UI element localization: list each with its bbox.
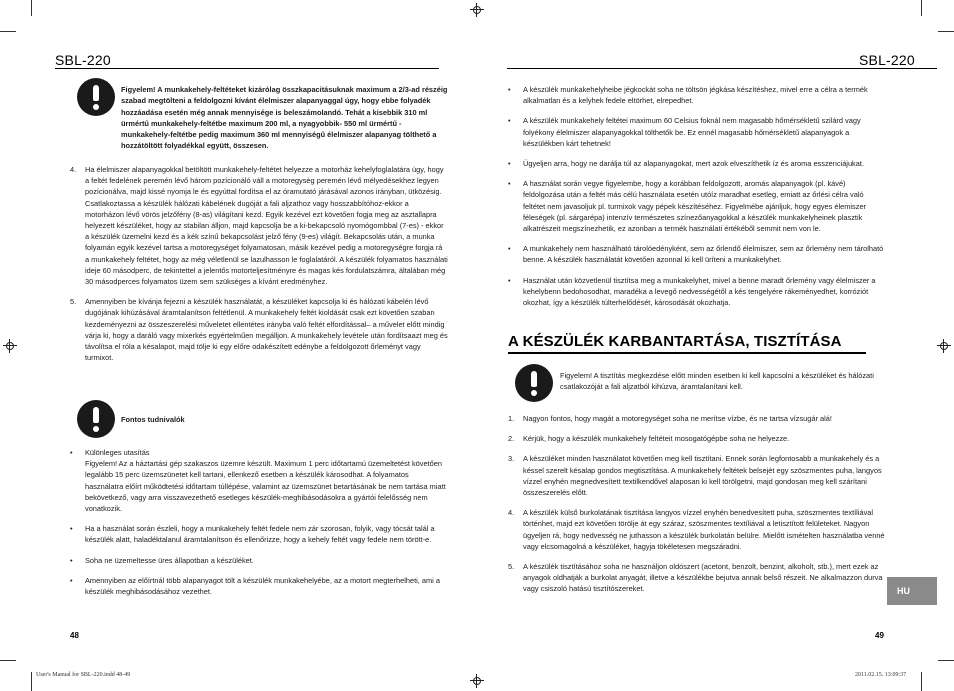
list-item [508,433,886,444]
list-item [70,447,448,514]
list-item [508,453,886,498]
list-item [508,561,886,595]
header-rule-right [507,68,937,69]
right-bullet-list [508,84,886,317]
item-text: Amennyiben be kívánja fejezni a készülék használatát, a készüléket kapcsolja ki és hálózati kábelén lévő dugójának kihúzásával áramtalanítson feltétlenül. A munkakehely feltét kioldását csak ezt követően szaban kezdeményezni az összeszerelési műveletet ellentétes irányba való feltét elfordítással– a művelet előtt mindig várja ki, hogy a daráló vagy mixerkés egyértelműen megálljon. A munkakehely levétele után fordítsaazt meg és távolítsa el róla a késalapot, majd tölje ki egy előre odakészített edénybe a feldolgozott őrleményt vagy turmixot. [85,297,448,363]
list-item [508,243,886,265]
item-text: Figyelem! Az a háztartási gép szakaszos üzemre készült. Maximum 1 perc időtartamú üzemeltetést követően legalább 15 perc üzemszünetet kell tartani, ellenkező esetben a készülék károsodhat. A folyamatos használatra előírt működtetési időtartam túllépése, valamint az üzemszünet betartásának be nem tartása miatt bekövetkező, vagy arra visszavezethető esetleges készülék-meghibásodásokra a gyártói felelősség nem vonatkozik. [85,459,446,514]
item-text: • Amennyiben az előírtnál több alapanyagot tölt a készülék munkakehelyébe, az a motort megterhelheti, ami a készülék meghibásodásához vezethet. [85,575,440,597]
list-item [70,555,448,566]
list-item [508,275,886,309]
item-number: 5. [70,297,77,307]
left-numbered-list [70,164,448,372]
important-icon [77,400,115,438]
warning-icon [515,364,553,402]
item-text: • A használat során vegye figyelembe, hogy a korábban feldolgozott, aromás alapanyagok (pl. kávé) feldolgozása után a feltét más célú használata esetén utóíz maradhat esetleg, emiatt az őrlési célra való feltétet nem javasoljuk pl. turmixok vagy pépek készítéséhez. Figyelmébe ajánljuk, hogy egyes élemiszer féleségek (pl. sárgarépa) intenzív természetes színezőanyagokkal a készülék munkakelyheinek plasztik alkatrészeit megszínezhetik, ez azonban a termék használati értékéből semmit nem von le. [523,179,867,234]
item-number: 5. [508,562,515,572]
language-tab: HU [887,577,937,605]
important-title: Fontos tudnivalók [121,415,185,424]
item-number: 1. [508,414,515,423]
item-number: 4. [70,165,77,174]
item-text: Ha élelmiszer alapanyagokkal betöltött munkakehely-feltétet helyezze a motorház kehelyfoglalatára úgy, hogy a feltét fedelének peremén lévő három pozícionáló váll a motoregység peremén lévő mélyedésekhez legyen pozícionálva, majd kissé nyomja le és egyúttal fordítsa el az óramutató járásával azonos irányban, ütközésig. Csatlakoztassa a készülék hálózati kábelének dugóját a fali aljzathoz vagy hosszabbítóhoz-ekkor a motorházon lévő vörös jelzőfény (8-as) világítani kezd. Egyik kezével ezt követően fogja meg az asztallapra helyezett készüléket, hogy az stabilan álljon, majd kapcsolja be a ki-bekapcsoló nyomógombbal (7-es) - ekkor a készülék üzemelni kezd és a kék színű bekapcsolást jelző fény (9-es) világít. Bekapcsolás után, a munka folyamán egyik kezével tartsa a motoregységet folyamatosan, másik kezével pedig a motoregységre forgja rá a munkakehely feltétet, hogy az még véletlenül se lazulhasson le foglalatáról. A készülék folyamatos használati ideje 60 másodperc, de tekintettel a jelentős motorteljesítményre és magas kés fordulatszámra, általában még 30 másodperces folyamatos üzem sem szükséges a kívánt eredményhez. [85,165,448,287]
item-text: Nagyon fontos, hogy magát a motoregységet soha ne merítse vízbe, és ne tartsa vízsugár alá! [523,414,832,423]
item-text: A készülék tisztításához soha ne használjon oldószert (acetont, benzolt, benzint, alkoholt, stb.), mert ezek az anyagok oldhatják a burkolat anyagát, illetve a készülékbe bejutva annak belső részeit. Ne alkalmazzon durva vagy csiszoló hatású tisztítószereket. [523,562,883,594]
footer-date: 2011.02.15. 13:09:37 [855,672,907,678]
item-text: • A munkakehely nem használható tárolóedényként, sem az őrlendő élelmiszer, sem az őrlemény nem tárolható benne. A készülék használatát követően azonnal ki kell üríteni a munkakelyhet. [523,244,884,265]
item-text: • Használat után közvetlenül tisztítsa meg a munkakelyhet, mivel a benne maradt őrlemény vagy élelmiszer a kehelybenn bedohosodhat, maradéka a levegő nedvességétől a kés tengelyére rákeményedhet, korróziót okozhat, így a készülék túlterhelődését, károsodását okozhatja. [523,275,876,308]
header-title-right: SBL-220 [859,52,915,68]
section-title: A KÉSZÜLÉK KARBANTARTÁSA, TISZTÍTÁSA [508,333,842,350]
right-warning-text: Figyelem! A tisztítás megkezdése előtt minden esetben ki kell kapcsolni a készüléket és hálózati csatlakozóját a fali aljzatból kihúzva, áramtalanítani kell. [560,371,874,392]
item-text: Kérjük, hogy a készülék munkakehely feltéteit mosogatógépbe soha ne helyezze. [523,434,790,444]
section-underline [508,352,866,354]
left-bullet-list [70,447,448,606]
list-item [70,575,448,597]
left-warning-text: Figyelem! A munkakehely-feltéteket kizárólag összkapacitásuknak maximum a 2/3-ad részéig szabad megtölteni a feldolgozni kívánt élelmiszer alapanyaggal úgy, hogy ebbe folyadék hozzáadása esetén még annak mennyisége is beleszámolandó. Tehát a kisebbik 310 ml ürmértű munkakehely-feltétbe maximum 200 ml, a nyagyobbik- 550 ml ürmértű - munkakehely-feltétbe pedig maximum 360 ml mennyiségű élelmiszer alapanyag tölthető a hozzátöltött folyadékkal együtt, összesen. [121,85,448,151]
item-text: • Ha a használat során észleli, hogy a munkakehely feltét fedele nem zár szorosan, folyik, vagy tócsát talál a készülék alatt, haladéktalanul áramtalanítson és ellenőrizze, hogy a kehely feltét vagy fedele nem törött-e. [85,524,435,545]
item-number: 2. [508,434,515,444]
item-text: • Soha ne üzemeltesse üres állapotban a készüléket. [85,555,254,565]
item-heading: • Különleges utasítás [85,448,150,457]
item-text: • A készülék munkakehelyheibe jégkockát soha ne töltsön jégkása készítéshez, mivel erre a célra a termék alkalmatlan és a kelyhek fedele eltörhet, elrepedhet. [523,85,868,106]
item-number: 4. [508,508,515,518]
footer-file-info: User's Manual for SBL-220.indd 48-49 [36,672,131,678]
list-item [508,115,886,149]
header-title-left: SBL-220 [55,52,111,68]
right-page [477,0,954,691]
item-number: 3. [508,454,515,464]
list-item [70,296,448,363]
list-item [70,523,448,545]
warning-icon [77,78,115,116]
list-item [508,84,886,106]
item-text: • A készülék munkakehely feltétei maximum 60 Celsius foknál nem magasabb hőmérsékletű szilárd vagy folyékony élelmiszer alapanyagokkal tölthetők be. Ez ennél magasabb hőmérsékletű alapanyagok a készülékben kárt tehetnek! [523,116,861,148]
list-item [508,178,886,234]
list-item [508,413,886,424]
item-text: A készüléket minden használatot követően meg kell tisztítani. Ennek során legfontosabb a munkakehely és a késsel szerelt késalap gondos megtisztítása. A munkakehely feltétek belsejét egy szöszmentes puha, langyos vízzel enyhén megnedvesített textilkendővel alaposan ki kell törölgetni, majd gondosan meg kell szárítani összeszerelés előtt. [523,454,882,498]
right-numbered-list [508,413,886,604]
page-number-left: 48 [70,631,79,640]
header-rule-left [55,68,439,69]
page-number-right: 49 [875,631,884,640]
list-item [70,164,448,287]
item-text: A készülék külső burkolatának tisztítása langyos vízzel enyhén benedvesített puha, szöszmentes textíliával történhet, majd ezt követően törölje át egy száraz, szöszmentes textíliával a letisztított felületeket. Nagyon ügyeljen rá, hogy nedvesség ne juthasson a készülék burkolatán belülre. Mielőtt ismételten használatba venné vagy elcsomagolná a készüléket, hagyja tökéletesen megszáradni. [523,508,885,551]
list-item [508,507,886,552]
item-text: • Ügyeljen arra, hogy ne darálja túl az alapanyagokat, mert azok elveszíthetik íz és aroma esszenciájukat. [523,159,864,169]
list-item [508,158,886,169]
